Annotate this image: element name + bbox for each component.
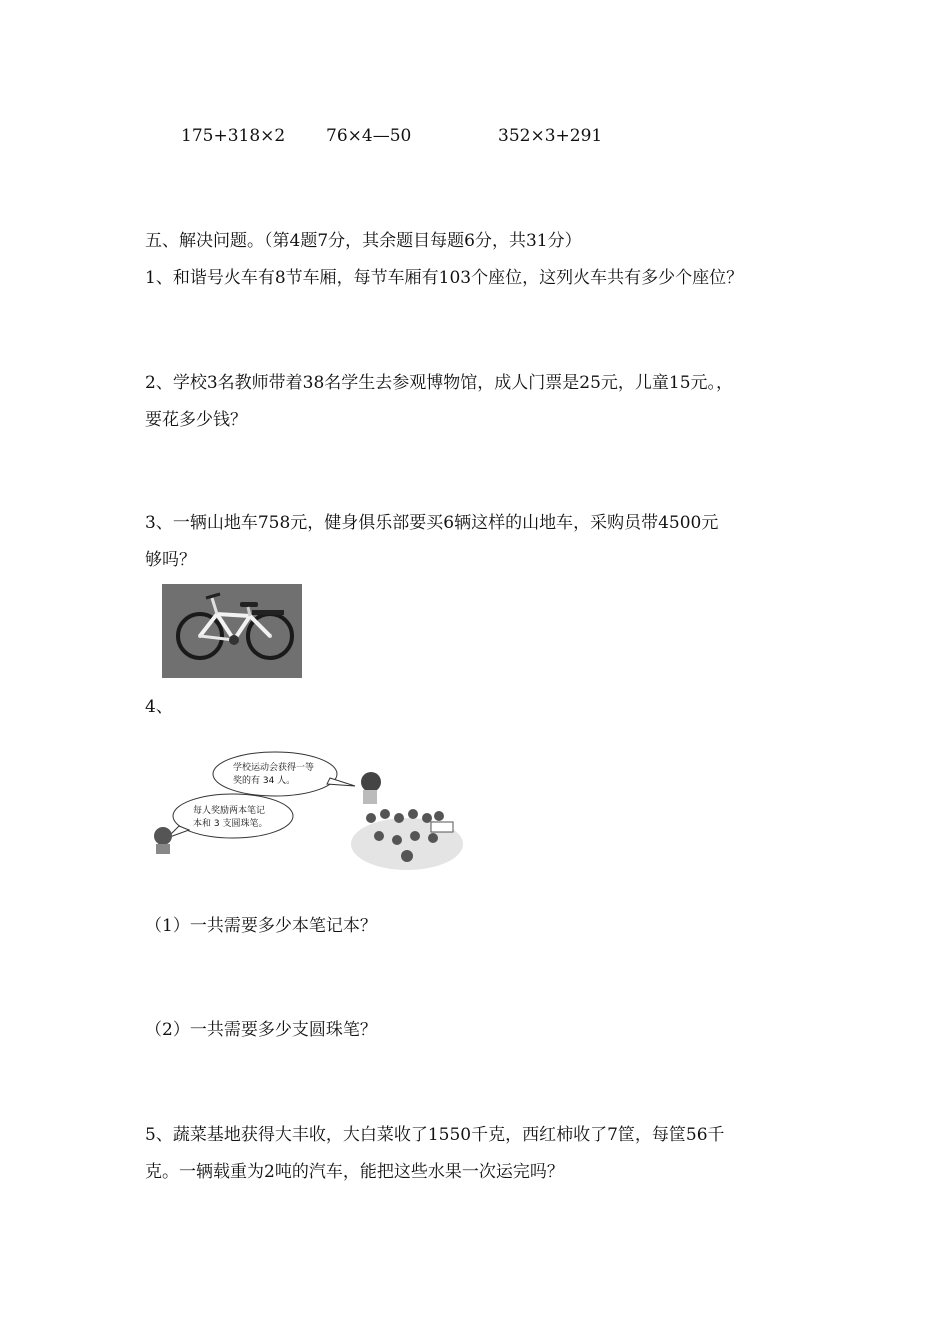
question-4-part-2: （2）一共需要多少支圆珠笔？: [145, 1020, 377, 1040]
teacher-bubble-line-2: 奖的有 34 人。: [233, 776, 296, 786]
question-1: 1、和谐号火车有8节车厢，每节车厢有103个座位，这列火车共有多少个座位？: [145, 268, 744, 288]
expression-3: 352×3+291: [498, 126, 603, 146]
boy-bubble-line-2: 本和 3 支圆珠笔。: [193, 819, 268, 829]
bicycle-photo: [162, 584, 302, 678]
question-2-line-2: 要花多少钱？: [145, 410, 247, 430]
question-4-label: 4、: [145, 697, 173, 717]
question-5-line-2: 克。一辆载重为2吨的汽车，能把这些水果一次运完吗？: [145, 1162, 564, 1182]
expression-2: 76×4—50: [326, 126, 412, 146]
expression-1: 175+318×2: [181, 126, 286, 146]
question-2-line-1: 2、学校3名教师带着38名学生去参观博物馆，成人门票是25元，儿童15元。，: [145, 373, 734, 393]
teacher-bubble-line-1: 学校运动会获得一等: [233, 763, 315, 773]
award-illustration: [145, 748, 475, 878]
boy-bubble-line-1: 每人奖励两本笔记: [193, 806, 266, 816]
question-3-line-1: 3、一辆山地车758元，健身俱乐部要买6辆这样的山地车，采购员带4500元: [145, 513, 719, 533]
section-heading: 五、解决问题。（第4题7分，其余题目每题6分，共31分）: [145, 231, 582, 251]
question-5-line-1: 5、蔬菜基地获得大丰收，大白菜收了1550千克，西红柿收了7筐，每筐56千: [145, 1125, 725, 1145]
question-3-line-2: 够吗？: [145, 550, 196, 570]
question-4-part-1: （1）一共需要多少本笔记本？: [145, 916, 377, 936]
